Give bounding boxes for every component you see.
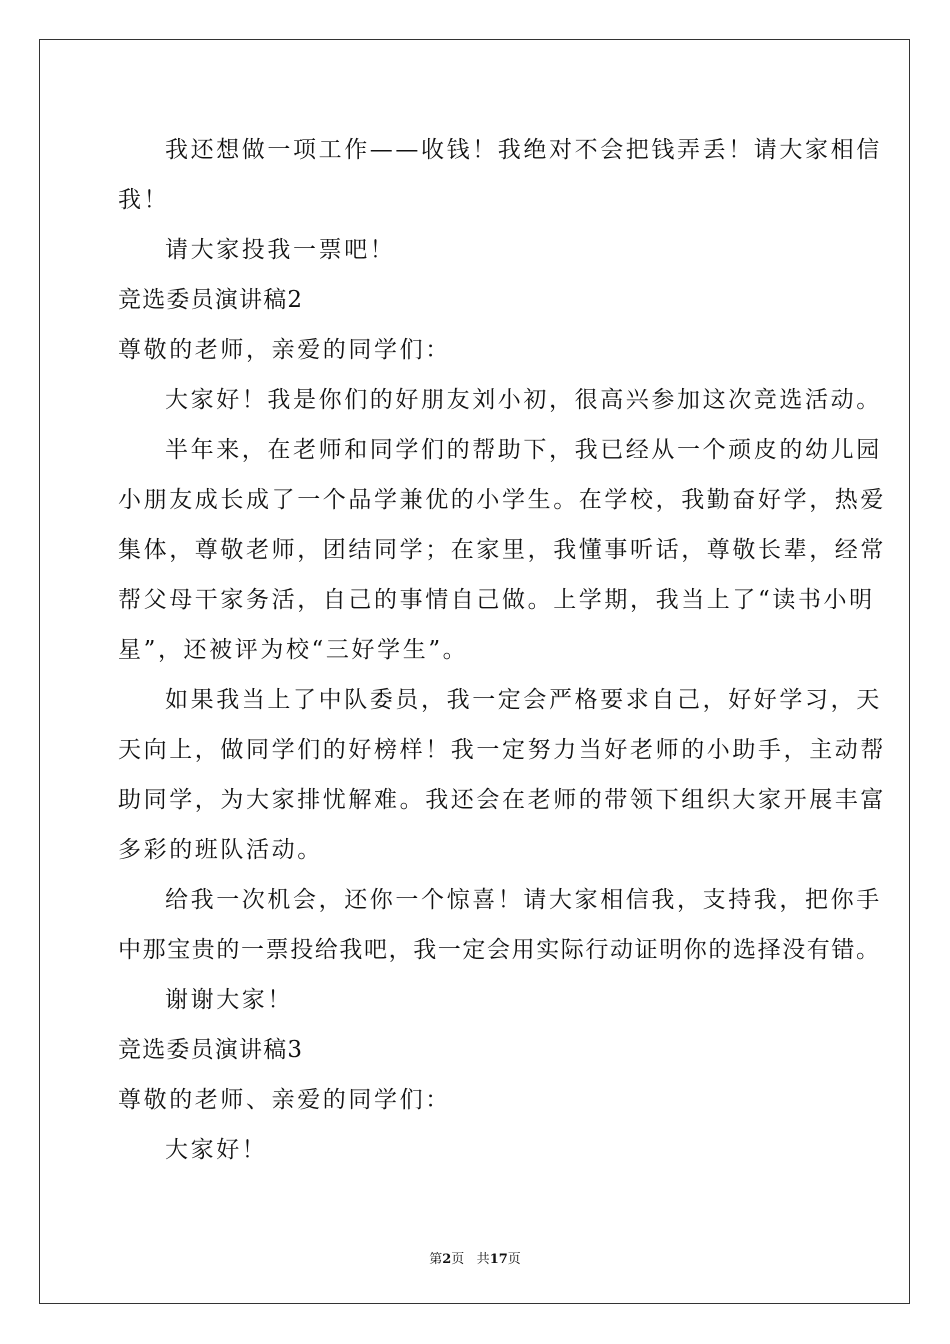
paragraph-line: 我还想做一项工作——收钱！我绝对不会把钱弄丢！请大家相信 [165,137,882,163]
paragraph-line: 请大家投我一票吧！ [165,237,396,263]
paragraph-line: 半年来，在老师和同学们的帮助下，我已经从一个顽皮的幼儿园 [165,437,882,463]
paragraph-line: 我！ [118,187,170,213]
total-prefix: 共 [476,1252,490,1267]
page-prefix: 第 [429,1252,443,1267]
salutation: 尊敬的老师、亲爱的同学们： [118,1087,451,1113]
section-heading: 竞选委员演讲稿2 [118,287,304,313]
salutation: 尊敬的老师，亲爱的同学们： [118,337,451,363]
section-heading: 竞选委员演讲稿3 [118,1037,304,1063]
paragraph-line: 多彩的班队活动。 [118,837,323,863]
page-suffix: 页 [451,1252,465,1267]
total-suffix: 页 [507,1252,521,1267]
paragraph-line: 谢谢大家！ [165,987,293,1013]
total-pages: 17 [489,1252,508,1267]
paragraph-line: 小朋友成长成了一个品学兼优的小学生。在学校，我勤奋好学，热爱 [118,487,886,513]
page-footer [0,1248,950,1267]
paragraph-line: 给我一次机会，还你一个惊喜！请大家相信我，支持我，把你手 [165,887,882,913]
paragraph-line: 中那宝贵的一票投给我吧，我一定会用实际行动证明你的选择没有错。 [118,937,881,963]
paragraph-line: 天向上，做同学们的好榜样！我一定努力当好老师的小助手，主动帮 [118,737,886,763]
paragraph-line: 帮父母干家务活，自己的事情自己做。上学期，我当上了“读书小明 [118,587,875,613]
paragraph-line: 集体，尊敬老师，团结同学；在家里，我懂事听话，尊敬长辈，经常 [118,537,886,563]
paragraph-line: 助同学，为大家排忧解难。我还会在老师的带领下组织大家开展丰富 [118,787,886,813]
paragraph-line: 星”，还被评为校“三好学生”。 [118,637,469,663]
paragraph-line: 如果我当上了中队委员，我一定会严格要求自己，好好学习，天 [165,687,882,713]
page-number: 2 [442,1252,452,1267]
paragraph-line: 大家好！我是你们的好朋友刘小初，很高兴参加这次竞选活动。 [165,387,882,413]
paragraph-line: 大家好！ [165,1137,268,1163]
